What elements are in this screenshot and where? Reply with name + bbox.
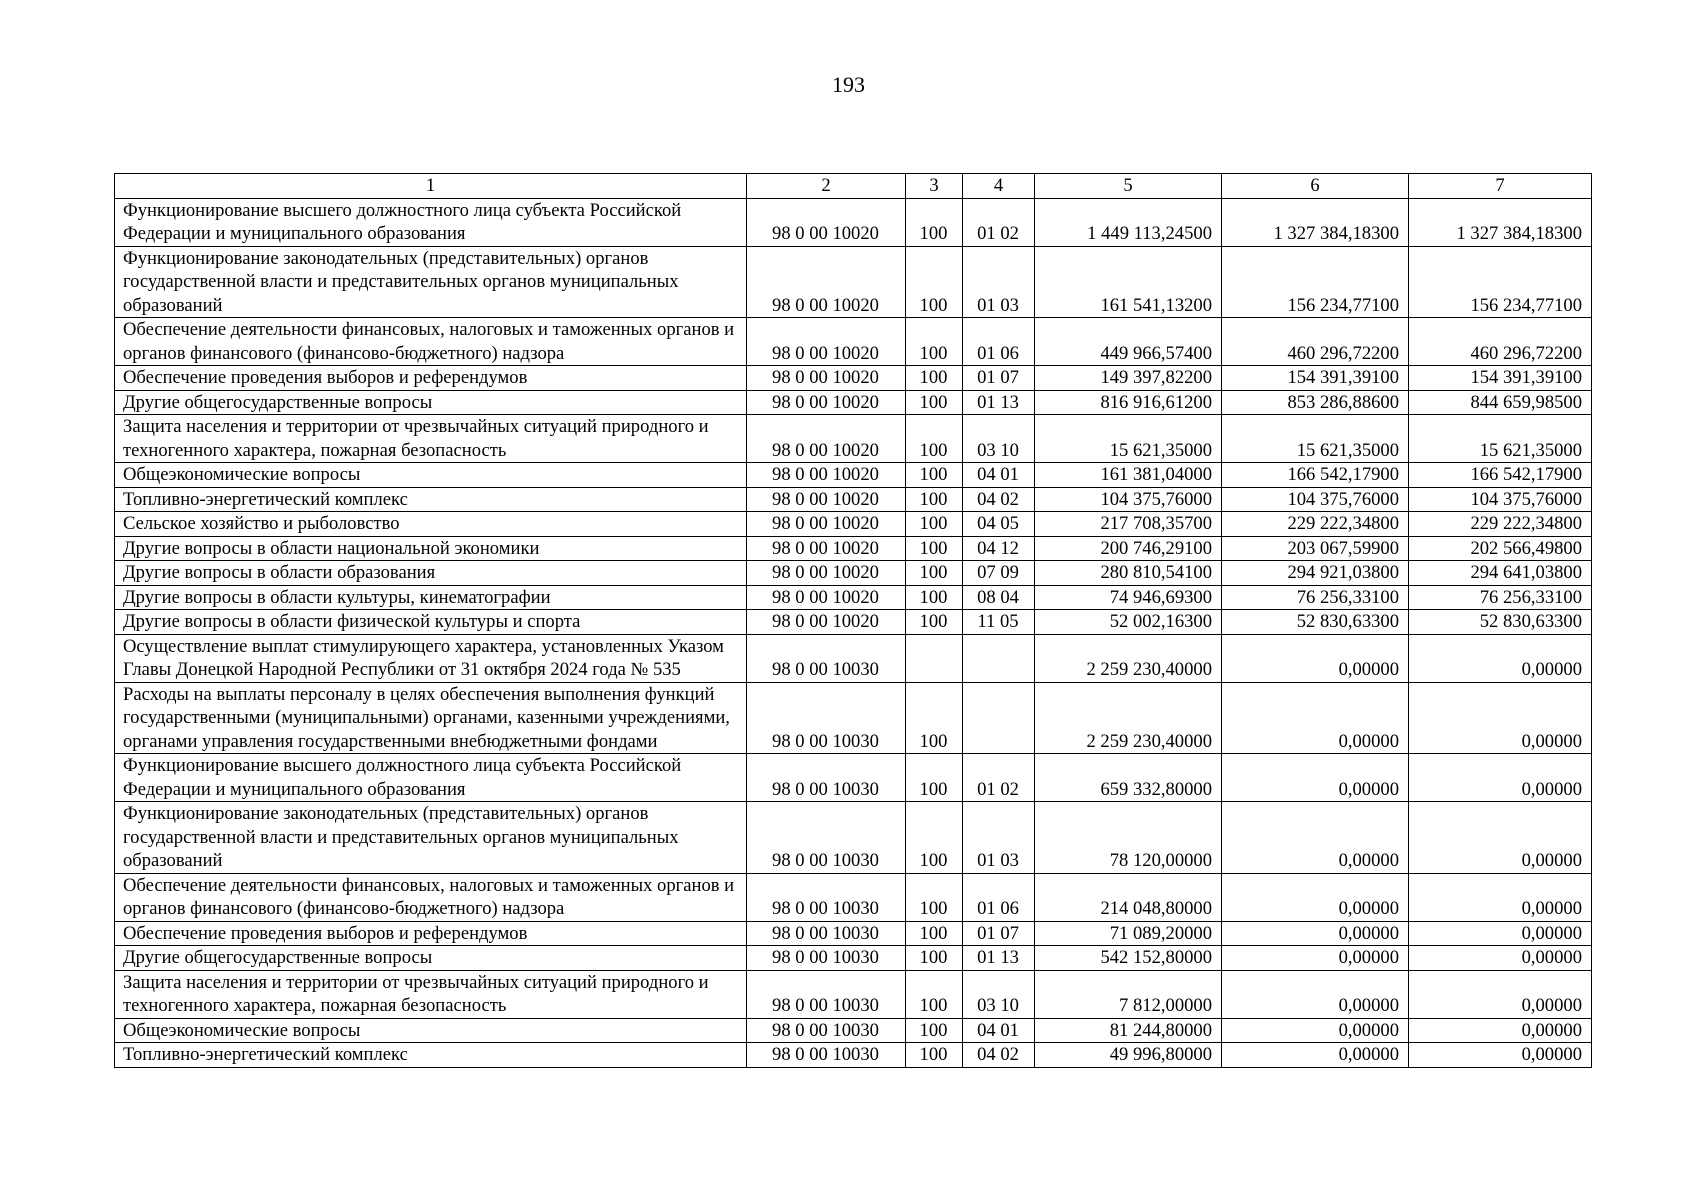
amount-col5-cell: 78 120,00000 [1035,802,1222,874]
section-cell: 03 10 [963,415,1035,463]
amount-col6-cell: 0,00000 [1222,921,1409,946]
expense-name-cell: Функционирование высшего должностного лица субъекта Российской Федерации и муниципального образования [115,198,747,246]
header-row [115,174,1592,199]
section-cell: 07 09 [963,561,1035,586]
section-cell: 03 10 [963,970,1035,1018]
expense-type-cell: 100 [906,198,963,246]
page-number: 193 [832,72,865,97]
expense-name-cell: Другие общегосударственные вопросы [115,390,747,415]
amount-col5-cell: 15 621,35000 [1035,415,1222,463]
table-row [115,487,1592,512]
amount-col5-cell: 659 332,80000 [1035,754,1222,802]
expense-type-cell: 100 [906,970,963,1018]
amount-col6-cell: 0,00000 [1222,754,1409,802]
header-cell-1: 1 [115,174,747,199]
expense-type-cell: 100 [906,610,963,635]
table-body [115,198,1592,1067]
section-cell: 04 01 [963,463,1035,488]
expense-name-cell: Функционирование законодательных (представительных) органов государственной власти и представительных органов муниципальных образований [115,802,747,874]
target-article-cell: 98 0 00 10020 [747,487,906,512]
expense-name-cell: Обеспечение проведения выборов и референдумов [115,366,747,391]
amount-col7-cell: 0,00000 [1409,946,1592,971]
table-row [115,754,1592,802]
amount-col7-cell: 0,00000 [1409,802,1592,874]
amount-col6-cell: 0,00000 [1222,873,1409,921]
target-article-cell: 98 0 00 10030 [747,873,906,921]
section-cell: 04 01 [963,1018,1035,1043]
amount-col5-cell: 816 916,61200 [1035,390,1222,415]
amount-col6-cell: 853 286,88600 [1222,390,1409,415]
amount-col7-cell: 166 542,17900 [1409,463,1592,488]
expense-name-cell: Обеспечение деятельности финансовых, налоговых и таможенных органов и органов финансового (финансово-бюджетного) надзора [115,873,747,921]
expense-name-cell: Функционирование высшего должностного лица субъекта Российской Федерации и муниципального образования [115,754,747,802]
expense-type-cell: 100 [906,1018,963,1043]
amount-col5-cell: 7 812,00000 [1035,970,1222,1018]
amount-col5-cell: 161 381,04000 [1035,463,1222,488]
expense-name-cell: Общеэкономические вопросы [115,1018,747,1043]
target-article-cell: 98 0 00 10020 [747,561,906,586]
section-cell: 01 02 [963,754,1035,802]
target-article-cell: 98 0 00 10020 [747,198,906,246]
amount-col5-cell: 280 810,54100 [1035,561,1222,586]
expense-name-cell: Осуществление выплат стимулирующего характера, установленных Указом Главы Донецкой Народной Республики от 31 октября 2024 года № 535 [115,634,747,682]
section-cell: 01 03 [963,246,1035,318]
expense-type-cell: 100 [906,561,963,586]
expense-name-cell: Общеэкономические вопросы [115,463,747,488]
amount-col7-cell: 0,00000 [1409,921,1592,946]
target-article-cell: 98 0 00 10020 [747,536,906,561]
section-cell: 01 13 [963,390,1035,415]
amount-col6-cell: 15 621,35000 [1222,415,1409,463]
amount-col6-cell: 0,00000 [1222,970,1409,1018]
expense-type-cell: 100 [906,536,963,561]
expense-type-cell: 100 [906,802,963,874]
expense-name-cell: Расходы на выплаты персоналу в целях обеспечения выполнения функций государственными (муниципальными) органами, казенными учреждениями, органами управления государственными внебюджетными фондами [115,682,747,754]
amount-col6-cell: 0,00000 [1222,682,1409,754]
amount-col5-cell: 52 002,16300 [1035,610,1222,635]
amount-col7-cell: 154 391,39100 [1409,366,1592,391]
section-cell [963,682,1035,754]
amount-col5-cell: 214 048,80000 [1035,873,1222,921]
section-cell: 04 05 [963,512,1035,537]
expense-name-cell: Другие вопросы в области образования [115,561,747,586]
amount-col7-cell: 76 256,33100 [1409,585,1592,610]
header-cell-4: 4 [963,174,1035,199]
amount-col7-cell: 1 327 384,18300 [1409,198,1592,246]
expense-name-cell: Защита населения и территории от чрезвычайных ситуаций природного и техногенного характера, пожарная безопасность [115,415,747,463]
expense-type-cell: 100 [906,415,963,463]
section-cell: 08 04 [963,585,1035,610]
table-row [115,921,1592,946]
amount-col7-cell: 294 641,03800 [1409,561,1592,586]
table-row [115,873,1592,921]
target-article-cell: 98 0 00 10030 [747,970,906,1018]
amount-col7-cell: 229 222,34800 [1409,512,1592,537]
table-row [115,1043,1592,1068]
expense-name-cell: Топливно-энергетический комплекс [115,1043,747,1068]
expense-name-cell: Другие общегосударственные вопросы [115,946,747,971]
amount-col7-cell: 0,00000 [1409,1018,1592,1043]
section-cell: 01 02 [963,198,1035,246]
table-row [115,318,1592,366]
section-cell: 01 03 [963,802,1035,874]
amount-col5-cell: 217 708,35700 [1035,512,1222,537]
table-row [115,390,1592,415]
amount-col7-cell: 0,00000 [1409,873,1592,921]
amount-col6-cell: 76 256,33100 [1222,585,1409,610]
expense-name-cell: Обеспечение проведения выборов и референдумов [115,921,747,946]
target-article-cell: 98 0 00 10020 [747,610,906,635]
target-article-cell: 98 0 00 10030 [747,946,906,971]
section-cell: 01 07 [963,366,1035,391]
table-row [115,802,1592,874]
expense-type-cell: 100 [906,873,963,921]
amount-col6-cell: 52 830,63300 [1222,610,1409,635]
target-article-cell: 98 0 00 10030 [747,634,906,682]
header-cell-6: 6 [1222,174,1409,199]
budget-table [114,173,1592,1068]
expense-name-cell: Другие вопросы в области физической культуры и спорта [115,610,747,635]
amount-col7-cell: 15 621,35000 [1409,415,1592,463]
amount-col6-cell: 0,00000 [1222,946,1409,971]
section-cell: 11 05 [963,610,1035,635]
expense-type-cell: 100 [906,246,963,318]
amount-col5-cell: 161 541,13200 [1035,246,1222,318]
section-cell: 04 02 [963,1043,1035,1068]
section-cell: 01 06 [963,873,1035,921]
table-row [115,198,1592,246]
amount-col5-cell: 200 746,29100 [1035,536,1222,561]
expense-name-cell: Другие вопросы в области национальной экономики [115,536,747,561]
target-article-cell: 98 0 00 10020 [747,463,906,488]
table-row [115,946,1592,971]
section-cell: 01 13 [963,946,1035,971]
table-row [115,512,1592,537]
expense-type-cell: 100 [906,921,963,946]
header-cell-2: 2 [747,174,906,199]
amount-col6-cell: 154 391,39100 [1222,366,1409,391]
target-article-cell: 98 0 00 10020 [747,246,906,318]
amount-col5-cell: 149 397,82200 [1035,366,1222,391]
expense-name-cell: Защита населения и территории от чрезвычайных ситуаций природного и техногенного характера, пожарная безопасность [115,970,747,1018]
amount-col5-cell: 49 996,80000 [1035,1043,1222,1068]
table-row [115,610,1592,635]
amount-col6-cell: 0,00000 [1222,1043,1409,1068]
amount-col7-cell: 202 566,49800 [1409,536,1592,561]
amount-col6-cell: 1 327 384,18300 [1222,198,1409,246]
table-row [115,561,1592,586]
section-cell [963,634,1035,682]
amount-col5-cell: 74 946,69300 [1035,585,1222,610]
section-cell: 04 12 [963,536,1035,561]
amount-col6-cell: 166 542,17900 [1222,463,1409,488]
amount-col7-cell: 156 234,77100 [1409,246,1592,318]
expense-type-cell [906,634,963,682]
target-article-cell: 98 0 00 10020 [747,415,906,463]
target-article-cell: 98 0 00 10020 [747,318,906,366]
amount-col5-cell: 1 449 113,24500 [1035,198,1222,246]
table-row [115,366,1592,391]
table-row [115,682,1592,754]
amount-col6-cell: 104 375,76000 [1222,487,1409,512]
amount-col6-cell: 294 921,03800 [1222,561,1409,586]
expense-type-cell: 100 [906,754,963,802]
amount-col6-cell: 460 296,72200 [1222,318,1409,366]
section-cell: 01 07 [963,921,1035,946]
amount-col6-cell: 156 234,77100 [1222,246,1409,318]
expense-type-cell: 100 [906,487,963,512]
target-article-cell: 98 0 00 10030 [747,754,906,802]
header-cell-7: 7 [1409,174,1592,199]
table-row [115,585,1592,610]
amount-col7-cell: 0,00000 [1409,754,1592,802]
expense-type-cell: 100 [906,512,963,537]
amount-col7-cell: 0,00000 [1409,682,1592,754]
amount-col7-cell: 0,00000 [1409,970,1592,1018]
target-article-cell: 98 0 00 10030 [747,682,906,754]
header-cell-3: 3 [906,174,963,199]
expense-name-cell: Функционирование законодательных (представительных) органов государственной власти и представительных органов муниципальных образований [115,246,747,318]
expense-type-cell: 100 [906,390,963,415]
amount-col7-cell: 0,00000 [1409,1043,1592,1068]
amount-col6-cell: 0,00000 [1222,802,1409,874]
amount-col7-cell: 52 830,63300 [1409,610,1592,635]
table-row [115,463,1592,488]
amount-col5-cell: 104 375,76000 [1035,487,1222,512]
amount-col6-cell: 0,00000 [1222,634,1409,682]
amount-col5-cell: 81 244,80000 [1035,1018,1222,1043]
amount-col7-cell: 0,00000 [1409,634,1592,682]
table-row [115,634,1592,682]
table-row [115,970,1592,1018]
target-article-cell: 98 0 00 10030 [747,1043,906,1068]
amount-col7-cell: 460 296,72200 [1409,318,1592,366]
amount-col5-cell: 449 966,57400 [1035,318,1222,366]
amount-col6-cell: 203 067,59900 [1222,536,1409,561]
target-article-cell: 98 0 00 10020 [747,366,906,391]
expense-name-cell: Сельское хозяйство и рыболовство [115,512,747,537]
expense-type-cell: 100 [906,463,963,488]
amount-col5-cell: 71 089,20000 [1035,921,1222,946]
expense-name-cell: Другие вопросы в области культуры, кинематографии [115,585,747,610]
amount-col6-cell: 0,00000 [1222,1018,1409,1043]
table-row [115,1018,1592,1043]
target-article-cell: 98 0 00 10030 [747,921,906,946]
target-article-cell: 98 0 00 10020 [747,585,906,610]
amount-col7-cell: 104 375,76000 [1409,487,1592,512]
section-cell: 04 02 [963,487,1035,512]
table-row [115,536,1592,561]
amount-col5-cell: 542 152,80000 [1035,946,1222,971]
amount-col5-cell: 2 259 230,40000 [1035,634,1222,682]
expense-name-cell: Топливно-энергетический комплекс [115,487,747,512]
header-cell-5: 5 [1035,174,1222,199]
table-row [115,246,1592,318]
amount-col5-cell: 2 259 230,40000 [1035,682,1222,754]
target-article-cell: 98 0 00 10030 [747,1018,906,1043]
target-article-cell: 98 0 00 10020 [747,390,906,415]
expense-type-cell: 100 [906,366,963,391]
target-article-cell: 98 0 00 10020 [747,512,906,537]
expense-name-cell: Обеспечение деятельности финансовых, налоговых и таможенных органов и органов финансового (финансово-бюджетного) надзора [115,318,747,366]
expense-type-cell: 100 [906,1043,963,1068]
section-cell: 01 06 [963,318,1035,366]
table-row [115,415,1592,463]
amount-col7-cell: 844 659,98500 [1409,390,1592,415]
expense-type-cell: 100 [906,585,963,610]
expense-type-cell: 100 [906,682,963,754]
expense-type-cell: 100 [906,946,963,971]
target-article-cell: 98 0 00 10030 [747,802,906,874]
expense-type-cell: 100 [906,318,963,366]
amount-col6-cell: 229 222,34800 [1222,512,1409,537]
